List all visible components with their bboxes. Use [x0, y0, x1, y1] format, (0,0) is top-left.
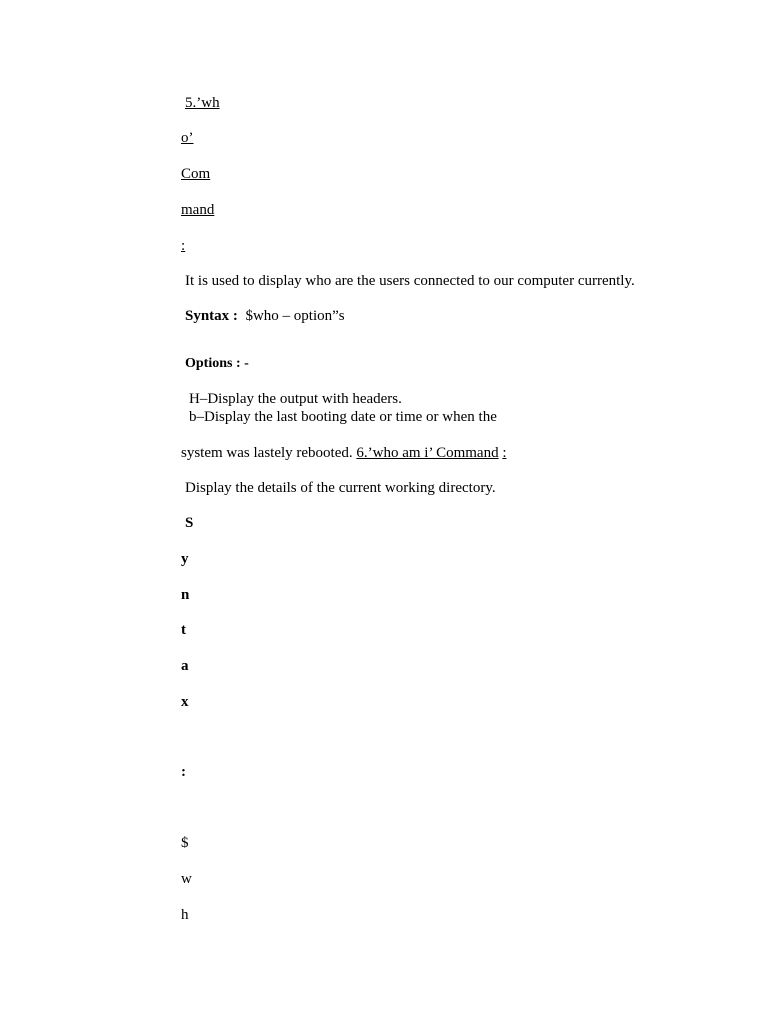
- value-letter-dollar: $: [181, 835, 189, 851]
- option-b: b–Display the last booting date or time or when the: [189, 409, 497, 425]
- value-letter-w: w: [181, 871, 192, 887]
- section6-heading: 6.’who am i’ Command: [356, 445, 499, 461]
- section6-description: Display the details of the current working directory.: [185, 480, 496, 496]
- syntax-label: Syntax :: [185, 308, 238, 324]
- section5-heading-line-1: 5.’wh: [185, 95, 220, 111]
- syntax-value: $who – option”s: [245, 308, 345, 324]
- syntax-letter-y: y: [181, 551, 189, 567]
- syntax-colon: :: [181, 764, 186, 780]
- section5-heading-line-3: Com: [181, 166, 211, 182]
- section5-syntax: [185, 307, 345, 325]
- value-letter-h: h: [181, 907, 189, 923]
- syntax-letter-s: S: [185, 515, 194, 531]
- syntax-letter-t: t: [181, 622, 186, 638]
- options-label: Options : -: [185, 356, 249, 371]
- section5-description: It is used to display who are the users connected to our computer currently.: [185, 273, 635, 289]
- section5-heading-line-2: o’: [181, 130, 194, 146]
- syntax-letter-a: a: [181, 658, 189, 674]
- section6-heading-colon: :: [502, 445, 507, 461]
- syntax-letter-x: x: [181, 694, 189, 710]
- section5-heading-line-5: :: [181, 238, 186, 254]
- option-h: H–Display the output with headers.: [189, 391, 402, 407]
- option-b-continuation: system was lastely rebooted.: [181, 445, 353, 461]
- continuation-and-section6-heading: [181, 444, 507, 462]
- section5-heading-line-4: mand: [181, 202, 215, 218]
- syntax-letter-n: n: [181, 587, 190, 603]
